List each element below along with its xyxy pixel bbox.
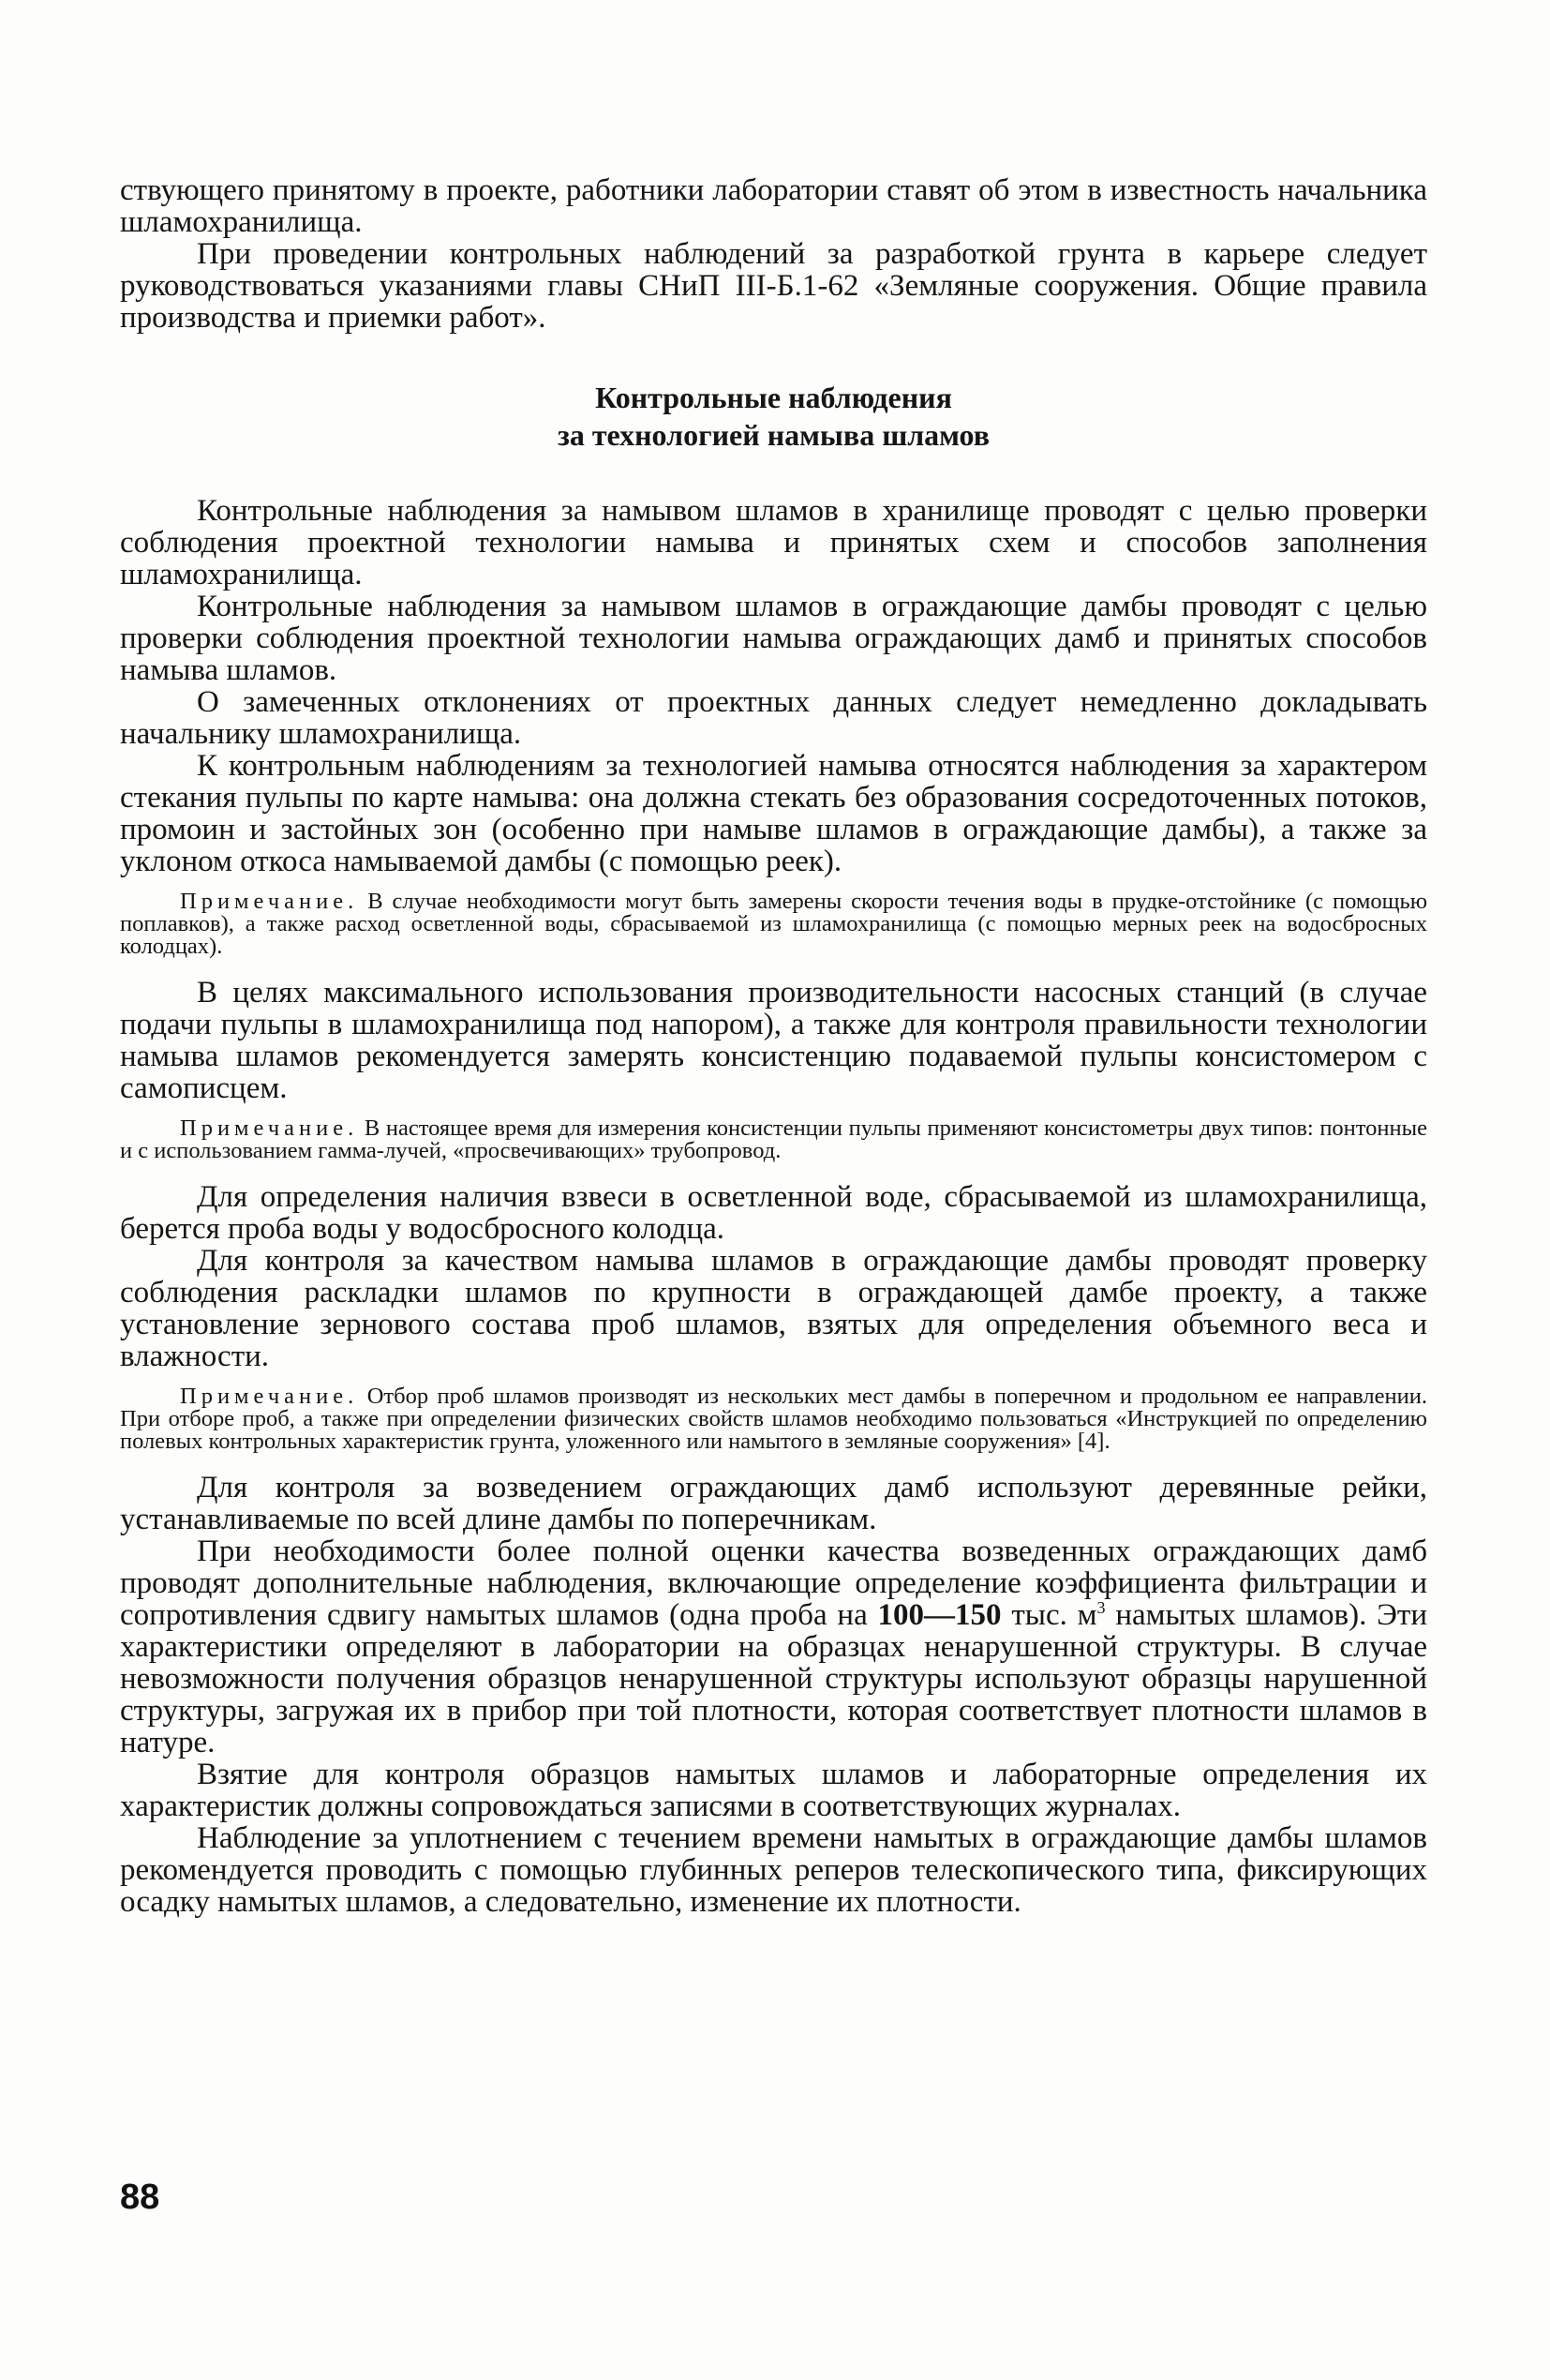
paragraph-consistency: В целях максимального использования производительности насосных станций (в случае подачи пульпы в шламохранилища под напором), а также для контроля правильности технологии намыва шламов рекомендуется замерять консистенцию подаваемой пульпы консистомером с самописцем.: [120, 976, 1427, 1105]
paragraph-pulp-flow: К контрольным наблюдениям за технологией намыва относятся наблюдения за характером стекания пульпы по карте намыва: она должна стекать без образования сосредоточенных потоков, промоин и застойных зон (особенно при намыве шламов в ограждающие дамбы), а также за уклоном откоса намываемой дамбы (с помощью реек).: [120, 749, 1427, 878]
note-text: Отбор проб шламов производят из нескольких мест дамбы в поперечном и продольном ее направлении. При отборе проб, а также при определении физических свойств шламов необходимо пользоваться «Инструкцией по определению полевых контрольных характеристик грунта, уложенного или намытого в земляные сооружения» [4].: [120, 1384, 1427, 1454]
note-label: Примечание.: [180, 1384, 359, 1409]
text-run-bold: 100—150: [877, 1598, 1002, 1632]
text-column: [120, 174, 1427, 1918]
note-consistometers: [120, 1117, 1427, 1162]
note-text: В настоящее время для измерения консистенции пульпы применяют консистометры двух типов: понтонные и с использованием гамма-лучей, «просвечивающих» трубопровод.: [120, 1115, 1427, 1163]
note-text: В случае необходимости могут быть замерены скорости течения воды в прудке-отстойнике (с помощью поплавков), а также расход осветленной воды, сбрасываемой из шламохранилища (с помощью мерных реек на водосбросных колодцах).: [120, 889, 1427, 959]
text-run: намытых шламов). Эти характеристики определяют в лаборатории на образцах ненарушенной структуры. В случае невозможности получения образцов ненарушенной структуры используют образцы нарушенной структуры, загружая их в прибор при той плотности, которая соответствует плотности шламов в натуре.: [120, 1598, 1427, 1759]
paragraph-water-sample: Для определения наличия взвеси в осветленной воде, сбрасываемой из шламохранилища, берется проба воды у водосбросного колодца.: [120, 1180, 1427, 1246]
text-run: При необходимости более полной оценки качества возведенных ограждающих дамб проводят дополнительные наблюдения, включающие определение коэффициента фильтрации и сопротивления сдвигу намытых шламов (одна проба на: [120, 1534, 1427, 1632]
note-sampling: [120, 1385, 1427, 1453]
section-heading-line-2: за технологией намыва шламов: [557, 418, 991, 452]
text-run: тыс. м: [1001, 1598, 1097, 1632]
note-label: Примечание.: [180, 889, 359, 914]
section-heading: [120, 379, 1427, 454]
paragraph-quality-control: Для контроля за качеством намыва шламов в ограждающие дамбы проводят проверку соблюдения раскладки шламов по крупности в ограждающей дамбе проекту, а также установление зернового состава проб шламов, взятых для определения объемного веса и влажности.: [120, 1244, 1427, 1373]
paragraph-storage-observations: Контрольные наблюдения за намывом шламов в хранилище проводят с целью проверки соблюдения проектной технологии намыва и принятых схем и способов заполнения шламохранилища.: [120, 494, 1427, 591]
superscript: 3: [1096, 1598, 1106, 1617]
note-label: Примечание.: [180, 1115, 359, 1141]
page-number: 88: [120, 2178, 160, 2217]
section-heading-line-1: Контрольные наблюдения: [595, 381, 952, 414]
note-flow-velocity: [120, 891, 1427, 958]
paragraph-additional-observations: [120, 1535, 1427, 1759]
paragraph-continuation: ствующего принятому в проекте, работники лаборатории ставят об этом в известность начальника шламохранилища.: [120, 173, 1427, 239]
paragraph-compaction: Наблюдение за уплотнением с течением времени намытых в ограждающие дамбы шламов рекомендуется проводить с помощью глубинных реперов телескопического типа, фиксирующих осадку намытых шламов, а следовательно, изменение их плотности.: [120, 1821, 1427, 1919]
paragraph-journal-records: Взятие для контроля образцов намытых шламов и лабораторные определения их характеристик должны сопровождаться записями в соответствующих журналах.: [120, 1758, 1427, 1823]
paragraph-dam-observations: Контрольные наблюдения за намывом шламов в ограждающие дамбы проводят с целью проверки соблюдения проектной технологии намыва ограждающих дамб и принятых способов намыва шламов.: [120, 590, 1427, 687]
paragraph-snip-reference: При проведении контрольных наблюдений за разработкой грунта в карьере следует руководствоваться указаниями главы СНиП III-Б.1-62 «Земляные сооружения. Общие правила производства и приемки работ».: [120, 237, 1427, 335]
paragraph-wooden-rails: Для контроля за возведением ограждающих дамб используют деревянные рейки, устанавливаемые по всей длине дамбы по поперечникам.: [120, 1471, 1427, 1536]
paragraph-deviation-report: О замеченных отклонениях от проектных данных следует немедленно докладывать начальнику шламохранилища.: [120, 685, 1427, 751]
